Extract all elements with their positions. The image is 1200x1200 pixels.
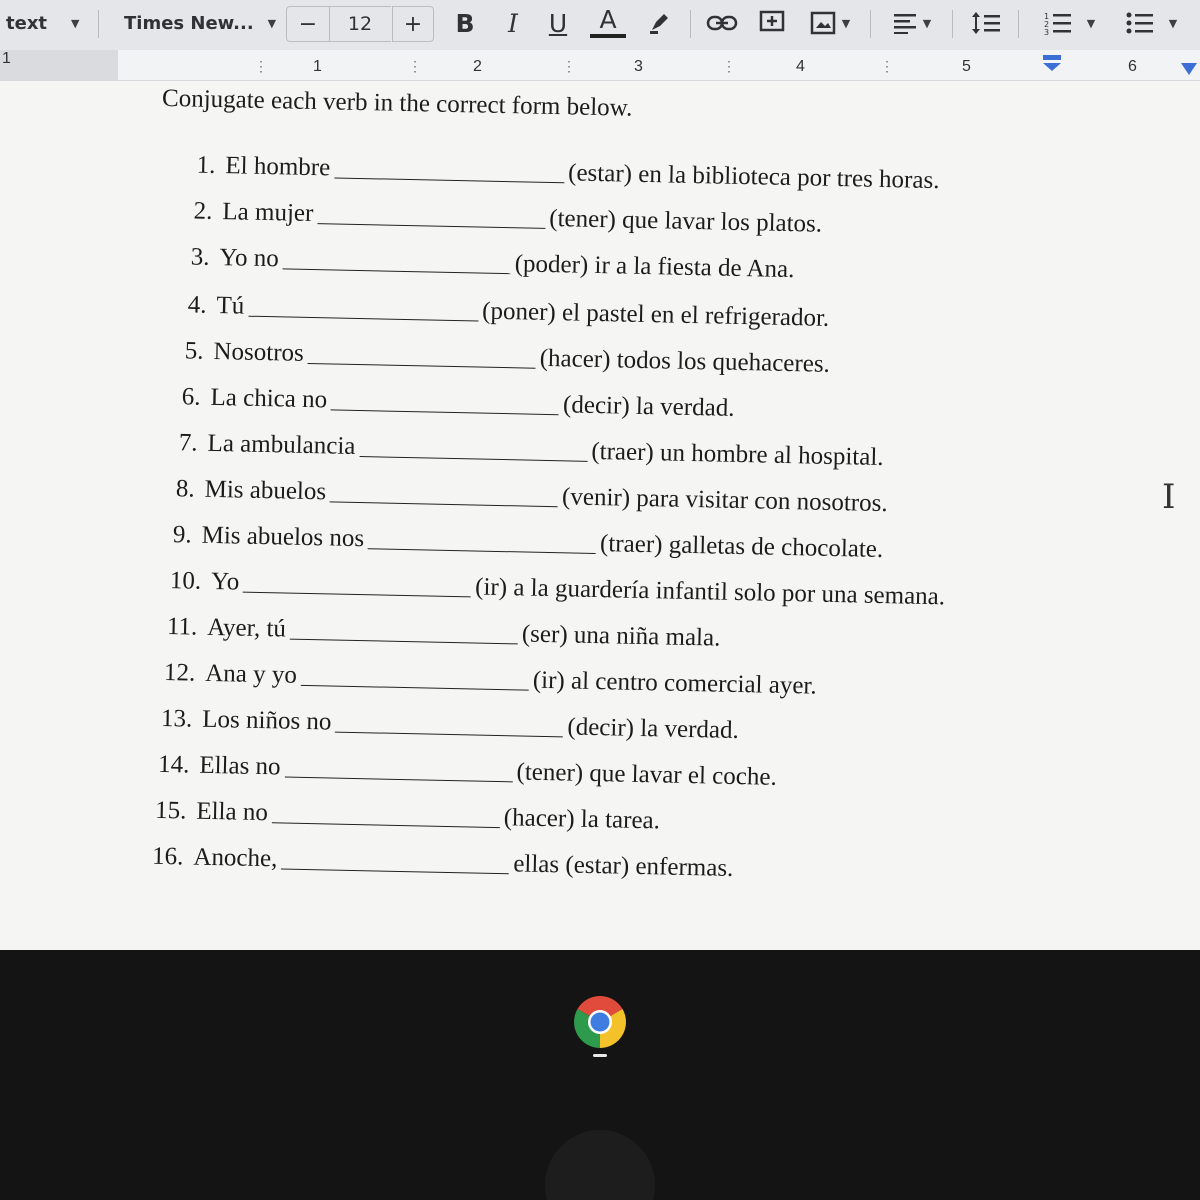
- decrease-font-size-button[interactable]: [286, 6, 330, 42]
- italic-button[interactable]: [496, 6, 530, 40]
- minus-icon: −: [298, 11, 318, 37]
- answer-blank[interactable]: [290, 638, 518, 645]
- item-number: 14.: [157, 750, 190, 779]
- svg-text:1: 1: [1043, 12, 1049, 21]
- item-prompt: (traer) galletas de chocolate.: [599, 530, 884, 564]
- item-subject: Ayer, tú: [207, 613, 287, 643]
- ruler-margin-left: [0, 50, 118, 80]
- answer-blank[interactable]: [301, 684, 529, 691]
- answer-blank[interactable]: [317, 222, 545, 229]
- item-prompt: (estar) en la biblioteca por tres horas.: [567, 159, 940, 195]
- answer-blank[interactable]: [284, 776, 512, 783]
- ruler-number: 5: [962, 58, 971, 75]
- text-color-button[interactable]: [588, 6, 628, 40]
- item-subject: Los niños no: [202, 705, 332, 736]
- item-number: 15.: [154, 796, 187, 825]
- item-subject: Mis abuelos: [204, 475, 327, 506]
- numbered-list-icon: [1043, 10, 1073, 36]
- underline-icon: U: [548, 8, 568, 38]
- item-prompt: (tener) que lavar el coche.: [516, 758, 778, 791]
- item-subject: La mujer: [222, 198, 314, 228]
- toolbar-divider: [870, 10, 871, 38]
- item-number: 9.: [172, 521, 192, 549]
- tab-stop-handle[interactable]: ⋮: [562, 58, 576, 74]
- exercise-item: [193, 198, 822, 239]
- item-prompt: ellas (estar) enfermas.: [513, 850, 734, 882]
- tab-stop-handle[interactable]: ⋮: [254, 58, 268, 74]
- item-number: 4.: [187, 291, 207, 319]
- insert-image-button[interactable]: [800, 6, 860, 40]
- answer-blank[interactable]: [308, 362, 536, 369]
- align-dropdown[interactable]: [884, 6, 940, 40]
- tab-stop-handle[interactable]: ⋮: [722, 58, 736, 74]
- item-prompt: (tener) que lavar los platos.: [549, 204, 823, 238]
- font-family-label: Times New...: [124, 12, 254, 34]
- item-number: 6.: [181, 383, 201, 411]
- exercise-item: [190, 243, 794, 284]
- answer-blank[interactable]: [243, 591, 471, 598]
- item-number: 1.: [196, 151, 216, 179]
- dropdown-caret-icon: ▼: [1086, 16, 1096, 30]
- right-indent-icon: [1180, 62, 1198, 76]
- document-content: [0, 77, 1200, 971]
- item-prompt: (poder) ir a la fiesta de Ana.: [514, 250, 795, 284]
- exercise-item: [155, 797, 660, 836]
- align-icon: [893, 12, 917, 34]
- item-number: 8.: [175, 475, 195, 503]
- underline-button[interactable]: [541, 6, 575, 40]
- exercise-item: [184, 337, 830, 379]
- item-prompt: (ir) a la guardería infantil solo por una semana.: [474, 573, 946, 611]
- item-prompt: (decir) la verdad.: [567, 713, 740, 745]
- line-spacing-button[interactable]: [964, 6, 1008, 40]
- exercise-item: [196, 152, 939, 196]
- answer-blank[interactable]: [359, 455, 587, 462]
- dropdown-caret-icon: ▼: [267, 16, 277, 30]
- text-color-icon: A: [599, 5, 617, 34]
- item-number: 13.: [160, 704, 193, 733]
- increase-font-size-button[interactable]: [392, 6, 434, 42]
- toolbar-divider: [952, 10, 953, 38]
- exercise-item: [176, 475, 888, 518]
- item-subject: La ambulancia: [207, 429, 356, 460]
- item-subject: Yo no: [219, 244, 280, 273]
- exercise-item: [170, 567, 946, 611]
- highlight-color-button[interactable]: [640, 6, 678, 40]
- item-prompt: (ir) al centro comercial ayer.: [532, 666, 817, 700]
- item-subject: Nosotros: [213, 337, 305, 367]
- item-number: 12.: [163, 659, 196, 687]
- font-family-dropdown[interactable]: [110, 6, 289, 40]
- answer-blank[interactable]: [281, 867, 509, 874]
- dropdown-caret-icon: ▼: [841, 16, 851, 30]
- exercise-item: [152, 843, 734, 883]
- item-number: 5.: [184, 337, 204, 365]
- ruler-number: 6: [1128, 58, 1137, 75]
- exercise-item: [173, 521, 884, 564]
- numbered-list-dropdown[interactable]: [1034, 6, 1104, 40]
- ruler-number: 1: [2, 50, 11, 67]
- exercise-item: [182, 383, 735, 423]
- link-icon: [706, 13, 738, 33]
- answer-blank[interactable]: [283, 267, 511, 274]
- item-subject: Ana y yo: [204, 659, 298, 689]
- insert-link-button[interactable]: [700, 6, 744, 40]
- exercise-item: [158, 751, 777, 792]
- active-app-indicator: [593, 1054, 607, 1057]
- dropdown-caret-icon: ▼: [1168, 16, 1178, 30]
- dropdown-caret-icon: ▼: [71, 16, 80, 30]
- formatting-toolbar: [0, 0, 1200, 51]
- item-prompt: (traer) un hombre al hospital.: [591, 437, 884, 472]
- item-prompt: (hacer) todos los quehaceres.: [539, 344, 831, 378]
- bulleted-list-icon: [1125, 10, 1155, 36]
- item-subject: Ellas no: [199, 751, 281, 781]
- highlighter-icon: [646, 10, 672, 36]
- item-number: 16.: [151, 842, 184, 871]
- font-size-value: 12: [347, 13, 373, 35]
- indent-marker-icon: [1042, 54, 1062, 72]
- item-subject: Anoche,: [193, 843, 278, 873]
- tab-stop-handle[interactable]: ⋮: [880, 58, 894, 74]
- toolbar-divider: [98, 10, 99, 38]
- svg-text:3: 3: [1043, 28, 1049, 36]
- line-spacing-icon: [970, 10, 1002, 36]
- exercise-item: [167, 613, 721, 653]
- toolbar-divider: [1018, 10, 1019, 38]
- chrome-icon[interactable]: [572, 994, 628, 1050]
- item-number: 10.: [169, 567, 202, 595]
- item-prompt: (hacer) la tarea.: [503, 804, 661, 835]
- item-prompt: (venir) para visitar con nosotros.: [561, 483, 888, 518]
- instructions: Conjugate each verb in the correct form below.: [161, 84, 633, 122]
- item-prompt: (decir) la verdad.: [562, 391, 735, 422]
- answer-blank[interactable]: [331, 408, 559, 415]
- bulleted-list-dropdown[interactable]: [1116, 6, 1186, 40]
- tab-stop-handle[interactable]: ⋮: [408, 58, 422, 74]
- indent-marker[interactable]: [1042, 54, 1062, 72]
- item-number: 7.: [178, 429, 198, 457]
- answer-blank[interactable]: [272, 821, 500, 828]
- ruler-number: 1: [313, 58, 322, 75]
- paragraph-style-dropdown[interactable]: [0, 6, 98, 40]
- insert-image-icon: [810, 10, 836, 36]
- plus-icon: +: [403, 11, 423, 37]
- bold-button[interactable]: [448, 6, 482, 40]
- document-page[interactable]: [0, 81, 1200, 950]
- exercise-item: [179, 429, 884, 472]
- toolbar-divider: [690, 10, 691, 38]
- item-number: 3.: [190, 243, 210, 271]
- chrome-icon-graphic: [572, 994, 628, 1050]
- text-color-swatch: [590, 34, 626, 38]
- paragraph-style-label: text: [6, 12, 48, 34]
- bold-icon: B: [455, 8, 475, 38]
- answer-blank[interactable]: [330, 500, 558, 507]
- dropdown-caret-icon: ▼: [922, 16, 932, 30]
- answer-blank[interactable]: [368, 547, 596, 554]
- item-subject: Mis abuelos nos: [201, 521, 365, 553]
- ruler: [0, 50, 1200, 81]
- ruler-number: 4: [796, 58, 805, 75]
- item-subject: El hombre: [225, 152, 331, 182]
- exercise-item: [164, 659, 817, 701]
- answer-blank[interactable]: [335, 731, 563, 738]
- ruler-number: 2: [473, 58, 482, 75]
- item-number: 11.: [166, 613, 198, 641]
- item-prompt: (poner) el pastel en el refrigerador.: [481, 297, 830, 332]
- item-subject: La chica no: [210, 383, 328, 414]
- ruler-number: 3: [634, 58, 643, 75]
- text-cursor-icon: I: [1162, 477, 1176, 517]
- exercise-item: [187, 291, 829, 332]
- item-number: 2.: [193, 197, 213, 225]
- italic-icon: I: [508, 8, 518, 38]
- answer-blank[interactable]: [334, 176, 564, 183]
- item-subject: Yo: [210, 567, 240, 596]
- svg-text:2: 2: [1043, 20, 1049, 29]
- right-indent-marker[interactable]: [1180, 62, 1198, 76]
- item-subject: Ella no: [196, 797, 269, 827]
- add-comment-icon: [759, 10, 785, 36]
- exercise-item: [161, 705, 739, 745]
- font-size-input[interactable]: [329, 6, 391, 42]
- item-subject: Tú: [216, 292, 245, 320]
- add-comment-button[interactable]: [752, 6, 792, 40]
- item-prompt: (ser) una niña mala.: [521, 620, 721, 652]
- answer-blank[interactable]: [248, 315, 478, 322]
